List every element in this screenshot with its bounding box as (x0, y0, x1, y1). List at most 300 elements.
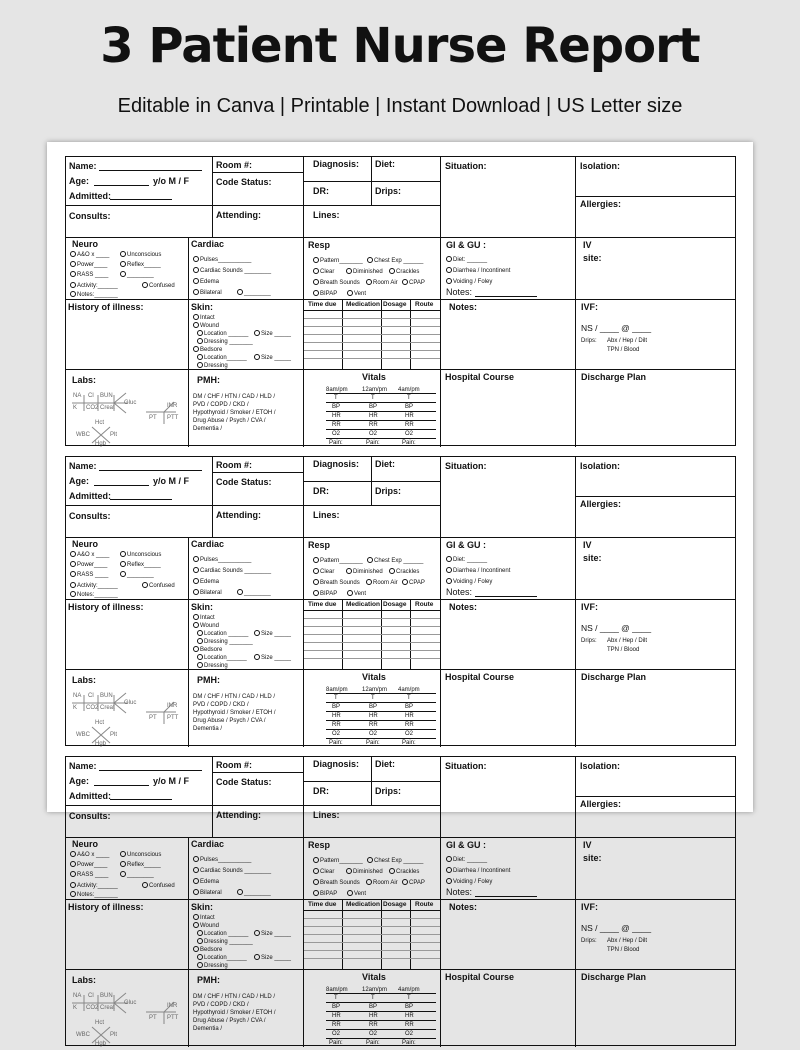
pmh-line[interactable]: Drug Abuse / Psych / CVA / (193, 1018, 266, 1024)
med-row-line[interactable] (304, 926, 440, 927)
vitals-row-o2[interactable]: O2 (405, 1031, 414, 1037)
vitals-row-pain[interactable]: Pain: (329, 1040, 343, 1046)
vitals-row-rr[interactable]: RR (405, 1022, 414, 1028)
skin-option[interactable]: Wound (193, 922, 219, 929)
skin-option[interactable]: Location ______ (197, 630, 248, 637)
skin-option[interactable]: Location ______ (197, 930, 248, 937)
situation-label: Situation: (445, 461, 487, 471)
consults-cell[interactable] (66, 506, 213, 538)
history-cell[interactable] (66, 300, 189, 370)
med-row-line[interactable] (304, 342, 440, 343)
gi-option[interactable]: Diarrhea / Incontinent (446, 867, 510, 874)
vitals-row-pain[interactable]: Pain: (402, 440, 416, 446)
med-row-line[interactable] (304, 634, 440, 635)
med-header-route: Route (415, 601, 434, 608)
skin-option[interactable]: Wound (193, 622, 219, 629)
neuro-option[interactable]: Reflex_____ (120, 861, 161, 868)
history-cell[interactable] (66, 600, 189, 670)
isolation-cell[interactable] (576, 457, 736, 497)
med-row-line[interactable] (304, 334, 440, 335)
cardiac-option[interactable]: Edema (193, 578, 219, 585)
lines-cell[interactable] (304, 806, 441, 838)
pmh-line[interactable]: Dementia / (193, 426, 223, 432)
resp-title: Resp (308, 840, 331, 850)
hospital-course-cell[interactable] (441, 670, 576, 747)
drips-cell[interactable] (372, 782, 441, 806)
allergies-cell[interactable] (576, 197, 736, 238)
neuro-option[interactable]: Reflex_____ (120, 561, 161, 568)
ivf-cell (576, 300, 736, 370)
cardiac-option[interactable]: Edema (193, 278, 219, 285)
vitals-row-line (326, 438, 436, 439)
med-row-line[interactable] (304, 650, 440, 651)
resp-option[interactable]: Diminished (346, 268, 383, 275)
med-row-line[interactable] (304, 942, 440, 943)
vitals-row-t[interactable]: T (371, 695, 375, 701)
resp-option[interactable]: BIPAP (313, 890, 337, 897)
pmh-line[interactable]: Dementia / (193, 726, 223, 732)
vitals-row-t[interactable]: T (371, 995, 375, 1001)
vitals-row-t[interactable]: T (407, 695, 411, 701)
vitals-row-t[interactable]: T (334, 995, 338, 1001)
gi-notes-field[interactable] (475, 896, 537, 897)
name-field[interactable] (99, 170, 202, 171)
ivf-drip-options-2[interactable]: TPN / Blood (607, 347, 640, 353)
resp-option[interactable]: BIPAP (313, 590, 337, 597)
pmh-line[interactable]: DM / CHF / HTN / CAD / HLD / (193, 694, 276, 700)
med-row-line[interactable] (304, 350, 440, 351)
resp-option[interactable]: CPAP (402, 279, 425, 286)
vitals-row-rr[interactable]: RR (369, 422, 378, 428)
neuro-option[interactable]: Power____ (70, 561, 107, 568)
neuro-option[interactable]: Notes:_______ (70, 591, 118, 598)
room-cell[interactable] (213, 757, 304, 773)
neuro-option[interactable]: Confused (142, 582, 175, 589)
lab-gluc: Gluc (124, 1000, 137, 1006)
dr-cell[interactable] (304, 482, 372, 506)
vitals-row-t[interactable]: T (407, 395, 411, 401)
neuro-option[interactable]: Activity:______ (70, 882, 118, 889)
ivf-drip-options[interactable]: Abx / Hep / Dilt (607, 338, 648, 344)
dr-cell[interactable] (304, 182, 372, 206)
skin-option[interactable]: Intact (193, 914, 215, 921)
gi-gu-title: GI & GU : (446, 540, 486, 550)
vitals-row-o2[interactable]: O2 (332, 431, 341, 437)
med-row-line[interactable] (304, 326, 440, 327)
gi-option[interactable]: Voiding / Foley (446, 578, 492, 585)
gi-option[interactable]: Diarrhea / Incontinent (446, 567, 510, 574)
neuro-option[interactable]: A&O x ____ (70, 551, 109, 558)
vitals-row-rr[interactable]: RR (332, 1022, 341, 1028)
notes-cell[interactable] (441, 300, 576, 370)
neuro-option[interactable]: Power____ (70, 861, 107, 868)
vitals-row-o2[interactable]: O2 (405, 431, 414, 437)
vitals-time: 8am/pm (326, 687, 348, 693)
skin-option[interactable]: Dressing _______ (197, 638, 253, 645)
cardiac-option[interactable]: ________ (237, 889, 271, 896)
skin-option[interactable]: Size _____ (254, 354, 291, 361)
age-field[interactable] (94, 785, 149, 786)
resp-option[interactable]: Crackles (389, 568, 419, 575)
history-cell[interactable] (66, 900, 189, 970)
cardiac-option[interactable]: Cardiac Sounds ________ (193, 867, 271, 874)
vitals-row-t[interactable]: T (334, 395, 338, 401)
vitals-row-hr[interactable]: HR (369, 413, 378, 419)
vitals-row-rr[interactable]: RR (332, 722, 341, 728)
gi-gu-title: GI & GU : (446, 840, 486, 850)
skin-option[interactable]: Bedsore (193, 646, 222, 653)
consults-cell[interactable] (66, 806, 213, 838)
vitals-row-hr[interactable]: HR (332, 713, 341, 719)
med-header-time: Time due (308, 601, 337, 608)
gi-option[interactable]: Diet: ______ (446, 256, 487, 263)
resp-option[interactable]: Diminished (346, 868, 383, 875)
med-row-line[interactable] (304, 618, 440, 619)
admitted-field[interactable] (110, 199, 172, 200)
vitals-row-bp[interactable]: BP (369, 1004, 378, 1010)
neuro-option[interactable]: A&O x ____ (70, 851, 109, 858)
neuro-option[interactable]: Activity:______ (70, 582, 118, 589)
resp-option[interactable]: Clear (313, 268, 334, 275)
attending-cell[interactable] (213, 806, 304, 838)
skin-option[interactable]: Location______ (197, 354, 247, 361)
ivf-drip-options-2[interactable]: TPN / Blood (607, 647, 640, 653)
med-row-line[interactable] (304, 958, 440, 959)
vitals-row-rr[interactable]: RR (405, 722, 414, 728)
med-row-line[interactable] (304, 950, 440, 951)
code-status-cell[interactable] (213, 773, 304, 806)
gi-option[interactable]: Diet: ______ (446, 856, 487, 863)
resp-option[interactable]: Crackles (389, 268, 419, 275)
vitals-row-pain[interactable]: Pain: (402, 740, 416, 746)
room-cell[interactable] (213, 157, 304, 173)
resp-option[interactable]: Room Air (366, 879, 398, 886)
skin-option[interactable]: Dressing _______ (197, 338, 253, 345)
resp-option[interactable]: Pattern_______ (313, 557, 363, 564)
vitals-row-t[interactable]: T (407, 995, 411, 1001)
neuro-option[interactable]: Activity:______ (70, 282, 118, 289)
iv-cell[interactable] (576, 238, 736, 300)
lines-cell[interactable] (304, 206, 441, 238)
vitals-row-hr[interactable]: HR (369, 1013, 378, 1019)
vitals-row-rr[interactable]: RR (369, 1022, 378, 1028)
neuro-option[interactable]: RASS ____ (70, 571, 108, 578)
med-row-line[interactable] (304, 642, 440, 643)
med-row-line[interactable] (304, 918, 440, 919)
admitted-field[interactable] (110, 799, 172, 800)
resp-option[interactable]: Chest Exp ______ (367, 857, 423, 864)
cardiac-option[interactable]: ________ (237, 589, 271, 596)
skin-option[interactable]: Size _____ (254, 930, 291, 937)
lab-fishbone-diagram[interactable] (70, 989, 150, 1045)
diagnosis-cell[interactable] (304, 157, 372, 182)
vitals-row-pain[interactable]: Pain: (366, 740, 380, 746)
allergies-cell[interactable] (576, 497, 736, 538)
vitals-row-pain[interactable]: Pain: (329, 440, 343, 446)
lines-cell[interactable] (304, 506, 441, 538)
pmh-line[interactable]: Hypothyroid / Smoker / ETOH / (193, 710, 276, 716)
skin-option[interactable]: Size _____ (254, 330, 291, 337)
vitals-row-bp[interactable]: BP (405, 1004, 414, 1010)
dr-cell[interactable] (304, 782, 372, 806)
lab-co2: CO2 (86, 405, 99, 411)
cardiac-option[interactable]: Bilateral (193, 889, 222, 896)
neuro-option[interactable]: Notes:_______ (70, 291, 118, 298)
neuro-option[interactable]: ________ (120, 571, 154, 578)
neuro-option[interactable]: Unconscious (120, 251, 161, 258)
code-status-cell[interactable] (213, 473, 304, 506)
neuro-option[interactable]: Power____ (70, 261, 107, 268)
situation-cell[interactable] (441, 757, 576, 838)
discharge-plan-label: Discharge Plan (581, 372, 647, 382)
diagnosis-cell[interactable] (304, 457, 372, 482)
age-field[interactable] (94, 185, 149, 186)
skin-option[interactable]: Dressing (197, 962, 228, 969)
cardiac-option[interactable]: Pulses__________ (193, 556, 251, 563)
neuro-title: Neuro (72, 239, 99, 249)
gi-option[interactable]: Diet: ______ (446, 556, 487, 563)
pmh-line[interactable]: DM / CHF / HTN / CAD / HLD / (193, 394, 276, 400)
discharge-plan-cell[interactable] (576, 370, 736, 447)
diet-cell[interactable] (372, 757, 441, 782)
skin-option[interactable]: Bedsore (193, 346, 222, 353)
pmh-line[interactable]: Hypothyroid / Smoker / ETOH / (193, 410, 276, 416)
lab-cl: Cl (88, 393, 94, 399)
resp-option[interactable]: Clear (313, 568, 334, 575)
vitals-row-rr[interactable]: RR (405, 422, 414, 428)
iv-cell[interactable] (576, 838, 736, 900)
lab-coag-diagram[interactable] (144, 700, 184, 728)
isolation-cell[interactable] (576, 157, 736, 197)
skin-option[interactable]: Dressing _______ (197, 938, 253, 945)
ivf-drip-options[interactable]: Abx / Hep / Dilt (607, 638, 648, 644)
admitted-label: Admitted: (69, 791, 111, 801)
resp-option[interactable]: Vent (347, 590, 366, 597)
resp-option[interactable]: Breath Sounds (313, 579, 360, 586)
pmh-line[interactable]: PVD / COPD / CKD / (193, 702, 249, 708)
med-row-line[interactable] (304, 626, 440, 627)
neuro-option[interactable]: Reflex_____ (120, 261, 161, 268)
resp-option[interactable]: Breath Sounds (313, 279, 360, 286)
skin-option[interactable]: Intact (193, 314, 215, 321)
resp-option[interactable]: Breath Sounds (313, 879, 360, 886)
cardiac-option[interactable]: Edema (193, 878, 219, 885)
resp-option[interactable]: Crackles (389, 868, 419, 875)
neuro-option[interactable]: ________ (120, 271, 154, 278)
pmh-line[interactable]: Dementia / (193, 1026, 223, 1032)
skin-option[interactable]: Intact (193, 614, 215, 621)
vitals-row-pain[interactable]: Pain: (329, 740, 343, 746)
resp-option[interactable]: Clear (313, 868, 334, 875)
drips-cell[interactable] (372, 182, 441, 206)
resp-option[interactable]: Vent (347, 890, 366, 897)
gi-option[interactable]: Voiding / Foley (446, 278, 492, 285)
ivf-ns-rate[interactable]: NS / ____ @ ____ (581, 323, 652, 333)
neuro-option[interactable]: Confused (142, 282, 175, 289)
cardiac-option[interactable]: Pulses__________ (193, 256, 251, 263)
vitals-row-bp[interactable]: BP (369, 404, 378, 410)
gi-notes-field[interactable] (475, 596, 537, 597)
cardiac-option[interactable]: Bilateral (193, 289, 222, 296)
vitals-row-rr[interactable]: RR (369, 722, 378, 728)
vitals-row-hr[interactable]: HR (332, 413, 341, 419)
name-label: Name: (69, 161, 97, 171)
cardiac-option[interactable]: Cardiac Sounds ________ (193, 267, 271, 274)
ivf-ns-rate[interactable]: NS / ____ @ ____ (581, 923, 652, 933)
lab-fishbone-diagram[interactable] (70, 689, 150, 745)
hospital-course-cell[interactable] (441, 970, 576, 1047)
vitals-row-o2[interactable]: O2 (332, 1031, 341, 1037)
skin-option[interactable]: Dressing (197, 662, 228, 669)
situation-label: Situation: (445, 761, 487, 771)
neuro-option[interactable]: RASS ____ (70, 871, 108, 878)
vitals-row-hr[interactable]: HR (405, 1013, 414, 1019)
cardiac-option[interactable]: Pulses__________ (193, 856, 251, 863)
skin-option[interactable]: Location______ (197, 654, 247, 661)
iv-cell[interactable] (576, 538, 736, 600)
resp-option[interactable]: CPAP (402, 579, 425, 586)
skin-option[interactable]: Dressing (197, 362, 228, 369)
gi-option[interactable]: Diarrhea / Incontinent (446, 267, 510, 274)
resp-option[interactable]: Chest Exp ______ (367, 257, 423, 264)
gi-notes-field[interactable] (475, 296, 537, 297)
vitals-row-o2[interactable]: O2 (369, 1031, 378, 1037)
vitals-row-hr[interactable]: HR (332, 1013, 341, 1019)
resp-option[interactable]: Chest Exp ______ (367, 557, 423, 564)
hospital-course-cell[interactable] (441, 370, 576, 447)
resp-option[interactable]: Diminished (346, 568, 383, 575)
consults-label: Consults: (69, 511, 111, 521)
ivf-drip-options[interactable]: Abx / Hep / Dilt (607, 938, 648, 944)
skin-option[interactable]: Bedsore (193, 946, 222, 953)
resp-option[interactable]: Room Air (366, 279, 398, 286)
resp-option[interactable]: CPAP (402, 879, 425, 886)
pmh-title: PMH: (197, 375, 220, 385)
resp-option[interactable]: Vent (347, 290, 366, 297)
resp-option[interactable]: Pattern_______ (313, 857, 363, 864)
allergies-cell[interactable] (576, 797, 736, 838)
vitals-row-hr[interactable]: HR (405, 413, 414, 419)
diet-cell[interactable] (372, 157, 441, 182)
notes-cell[interactable] (441, 900, 576, 970)
neuro-option[interactable]: RASS ____ (70, 271, 108, 278)
vitals-time: 4am/pm (398, 687, 420, 693)
diagnosis-cell[interactable] (304, 757, 372, 782)
med-row-line[interactable] (304, 358, 440, 359)
pmh-line[interactable]: Hypothyroid / Smoker / ETOH / (193, 1010, 276, 1016)
vitals-row-bp[interactable]: BP (369, 704, 378, 710)
situation-cell[interactable] (441, 157, 576, 238)
pmh-line[interactable]: DM / CHF / HTN / CAD / HLD / (193, 994, 276, 1000)
ivf-drip-options-2[interactable]: TPN / Blood (607, 947, 640, 953)
pmh-line[interactable]: PVD / COPD / CKD / (193, 402, 249, 408)
vitals-title: Vitals (362, 972, 386, 982)
resp-option[interactable]: Pattern_______ (313, 257, 363, 264)
med-row-line[interactable] (304, 318, 440, 319)
vitals-row-pain[interactable]: Pain: (366, 440, 380, 446)
vitals-row-pain[interactable]: Pain: (366, 1040, 380, 1046)
lab-cl: Cl (88, 693, 94, 699)
name-field[interactable] (99, 470, 202, 471)
room-cell[interactable] (213, 457, 304, 473)
skin-option[interactable]: Size _____ (254, 654, 291, 661)
neuro-option[interactable]: ________ (120, 871, 154, 878)
neuro-option[interactable]: Notes:_______ (70, 891, 118, 898)
vitals-row-rr[interactable]: RR (332, 422, 341, 428)
vitals-row-line (326, 1020, 436, 1021)
lab-coag-diagram[interactable] (144, 1000, 184, 1028)
med-row-line[interactable] (304, 658, 440, 659)
cardiac-option[interactable]: Bilateral (193, 589, 222, 596)
lab-fishbone-diagram[interactable] (70, 389, 150, 445)
attending-cell[interactable] (213, 206, 304, 238)
pmh-line[interactable]: Drug Abuse / Psych / CVA / (193, 418, 266, 424)
vitals-row-bp[interactable]: BP (405, 404, 414, 410)
vitals-row-bp[interactable]: BP (332, 404, 341, 410)
vitals-row-o2[interactable]: O2 (405, 731, 414, 737)
consults-cell[interactable] (66, 206, 213, 238)
ivf-ns-rate[interactable]: NS / ____ @ ____ (581, 623, 652, 633)
notes-cell[interactable] (441, 600, 576, 670)
vitals-row-bp[interactable]: BP (332, 704, 341, 710)
cardiac-option[interactable]: Cardiac Sounds ________ (193, 567, 271, 574)
pmh-line[interactable]: PVD / COPD / CKD / (193, 1002, 249, 1008)
discharge-plan-cell[interactable] (576, 970, 736, 1047)
name-field[interactable] (99, 770, 202, 771)
vitals-row-bp[interactable]: BP (332, 1004, 341, 1010)
gi-notes-label: Notes: (446, 587, 473, 597)
resp-option[interactable]: BIPAP (313, 290, 337, 297)
age-field[interactable] (94, 485, 149, 486)
isolation-cell[interactable] (576, 757, 736, 797)
lab-bun: BUN (100, 393, 113, 399)
vitals-row-t[interactable]: T (334, 695, 338, 701)
skin-option[interactable]: Location ______ (197, 330, 248, 337)
code-status-cell[interactable] (213, 173, 304, 206)
skin-option[interactable]: Size _____ (254, 954, 291, 961)
attending-cell[interactable] (213, 506, 304, 538)
vitals-row-bp[interactable]: BP (405, 704, 414, 710)
skin-option[interactable]: Location______ (197, 954, 247, 961)
discharge-plan-cell[interactable] (576, 670, 736, 747)
vitals-row-o2[interactable]: O2 (369, 431, 378, 437)
pmh-line[interactable]: Drug Abuse / Psych / CVA / (193, 718, 266, 724)
gi-option[interactable]: Voiding / Foley (446, 878, 492, 885)
vitals-row-t[interactable]: T (371, 395, 375, 401)
cardiac-option[interactable]: ________ (237, 289, 271, 296)
situation-cell[interactable] (441, 457, 576, 538)
admitted-field[interactable] (110, 499, 172, 500)
neuro-option[interactable]: Unconscious (120, 851, 161, 858)
neuro-option[interactable]: Unconscious (120, 551, 161, 558)
labs-cell (66, 970, 189, 1047)
vitals-row-pain[interactable]: Pain: (402, 1040, 416, 1046)
isolation-label: Isolation: (580, 161, 620, 171)
diet-cell[interactable] (372, 457, 441, 482)
resp-option[interactable]: Room Air (366, 579, 398, 586)
skin-option[interactable]: Size _____ (254, 630, 291, 637)
neuro-option[interactable]: Confused (142, 882, 175, 889)
lab-coag-diagram[interactable] (144, 400, 184, 428)
vitals-row-o2[interactable]: O2 (369, 731, 378, 737)
med-row-line[interactable] (304, 934, 440, 935)
vitals-row-o2[interactable]: O2 (332, 731, 341, 737)
drips-cell[interactable] (372, 482, 441, 506)
vitals-row-hr[interactable]: HR (405, 713, 414, 719)
neuro-option[interactable]: A&O x ____ (70, 251, 109, 258)
vitals-row-hr[interactable]: HR (369, 713, 378, 719)
skin-option[interactable]: Wound (193, 322, 219, 329)
